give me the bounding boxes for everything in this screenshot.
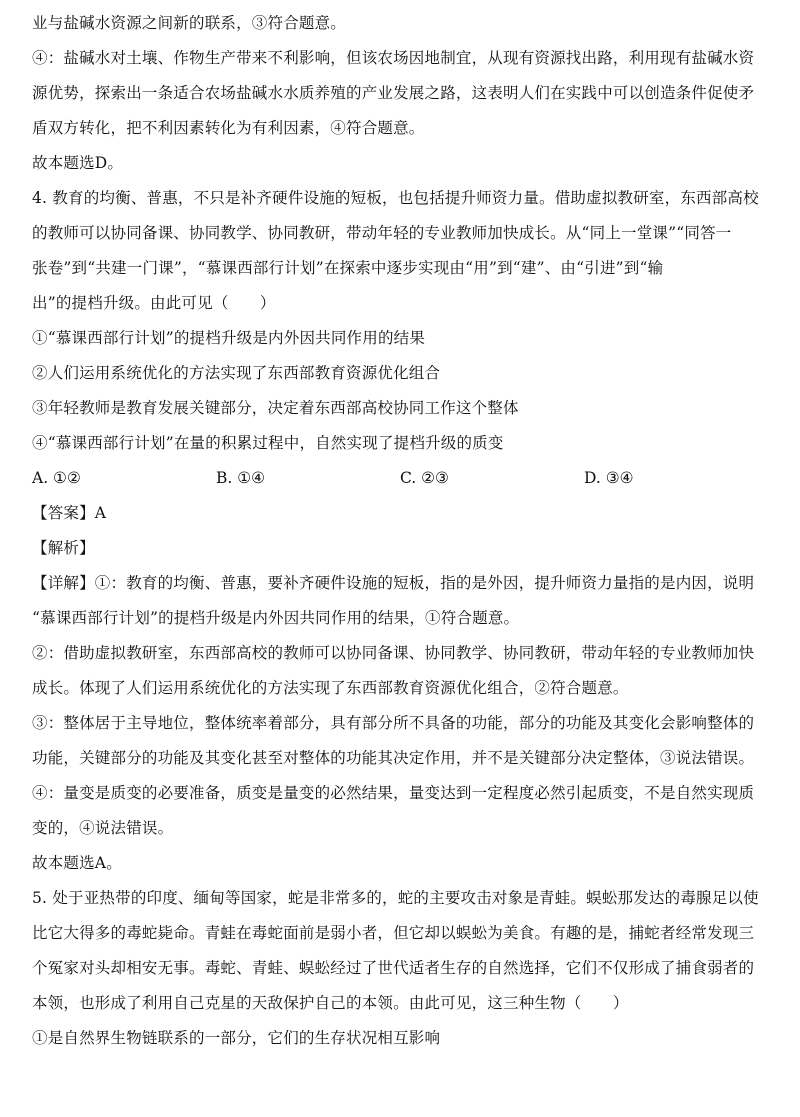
explanation-line: “慕课西部行计划”的提档升级是内外因共同作用的结果，①符合题意。 bbox=[32, 609, 520, 627]
answer-label: 【答案】A bbox=[32, 504, 107, 522]
statement-1: ①“慕课西部行计划”的提档升级是内外因共同作用的结果 bbox=[32, 329, 426, 347]
statement-3: ③年轻教师是教育发展关键部分，决定着东西部高校协同工作这个整体 bbox=[32, 399, 519, 417]
question-4-line: 出”的提档升级。由此可见（ ） bbox=[32, 294, 276, 312]
analysis-label: 【解析】 bbox=[32, 539, 95, 557]
explanation-line: ②：借助虚拟教研室，东西部高校的教师可以协同备课、协同教学、协同教研，带动年轻的专业教师加快 bbox=[32, 644, 755, 662]
question-4-line: 4. 教育的均衡、普惠，不只是补齐硬件设施的短板，也包括提升师资力量。借助虚拟教研室，东西部高校 bbox=[32, 189, 759, 207]
option-c: C. ②③ bbox=[400, 469, 449, 487]
option-b: B. ①④ bbox=[216, 469, 266, 487]
answer-choice-line: 故本题选A。 bbox=[32, 854, 122, 872]
question-5-line: 比它大得多的毒蛇毙命。青蛙在毒蛇面前是弱小者，但它却以蜈蚣为美食。有趣的是，捕蛇者经常发现三 bbox=[32, 924, 755, 942]
option-a: A. ①② bbox=[32, 469, 81, 487]
question-4-line: 张卷”到“共建一门课”，“慕课西部行计划”在探索中逐步实现由“用”到“建”、由“引进”到“输 bbox=[32, 259, 664, 277]
text-line: 源优势，探索出一条适合农场盐碱水水质养殖的产业发展之路，这表明人们在实践中可以创造条件促使矛 bbox=[32, 84, 755, 102]
statement-1: ①是自然界生物链联系的一部分，它们的生存状况相互影响 bbox=[32, 1029, 441, 1047]
answer-choice-line: 故本题选D。 bbox=[32, 154, 124, 172]
explanation-line: ④：量变是质变的必要准备，质变是量变的必然结果，量变达到一定程度必然引起质变，不是自然实现质 bbox=[32, 784, 755, 802]
options-row bbox=[32, 467, 772, 489]
text-line: ④：盐碱水对土壤、作物生产带来不利影响，但该农场因地制宜，从现有资源找出路，利用现有盐碱水资 bbox=[32, 49, 755, 67]
question-4-line: 的教师可以协同备课、协同教学、协同教研，带动年轻的专业教师加快成长。从“同上一堂课”“同答一 bbox=[32, 224, 732, 242]
question-5-line: 本领，也形成了利用自己克星的天敌保护自己的本领。由此可见，这三种生物（ ） bbox=[32, 994, 629, 1012]
option-d: D. ③④ bbox=[584, 469, 634, 487]
statement-2: ②人们运用系统优化的方法实现了东西部教育资源优化组合 bbox=[32, 364, 441, 382]
explanation-line: 成长。体现了人们运用系统优化的方法实现了东西部教育资源优化组合，②符合题意。 bbox=[32, 679, 629, 697]
question-5-line: 5. 处于亚热带的印度、缅甸等国家，蛇是非常多的，蛇的主要攻击对象是青蛙。蜈蚣那发达的毒腺足以使 bbox=[32, 889, 759, 907]
text-line: 盾双方转化，把不利因素转化为有利因素，④符合题意。 bbox=[32, 119, 425, 137]
statement-4: ④“慕课西部行计划”在量的积累过程中，自然实现了提档升级的质变 bbox=[32, 434, 504, 452]
explanation-line: 【详解】①：教育的均衡、普惠，要补齐硬件设施的短板，指的是外因，提升师资力量指的是内因，说明 bbox=[32, 574, 755, 592]
text-line: 业与盐碱水资源之间新的联系，③符合题意。 bbox=[32, 14, 347, 32]
explanation-line: 变的，④说法错误。 bbox=[32, 819, 174, 837]
question-5-line: 个冤家对头却相安无事。毒蛇、青蛙、蜈蚣经过了世代适者生存的自然选择，它们不仅形成了捕食弱者的 bbox=[32, 959, 755, 977]
explanation-line: 功能，关键部分的功能及其变化甚至对整体的功能其决定作用，并不是关键部分决定整体，③说法错误。 bbox=[32, 749, 755, 767]
explanation-line: ③：整体居于主导地位，整体统率着部分，具有部分所不具备的功能，部分的功能及其变化会影响整体的 bbox=[32, 714, 755, 732]
